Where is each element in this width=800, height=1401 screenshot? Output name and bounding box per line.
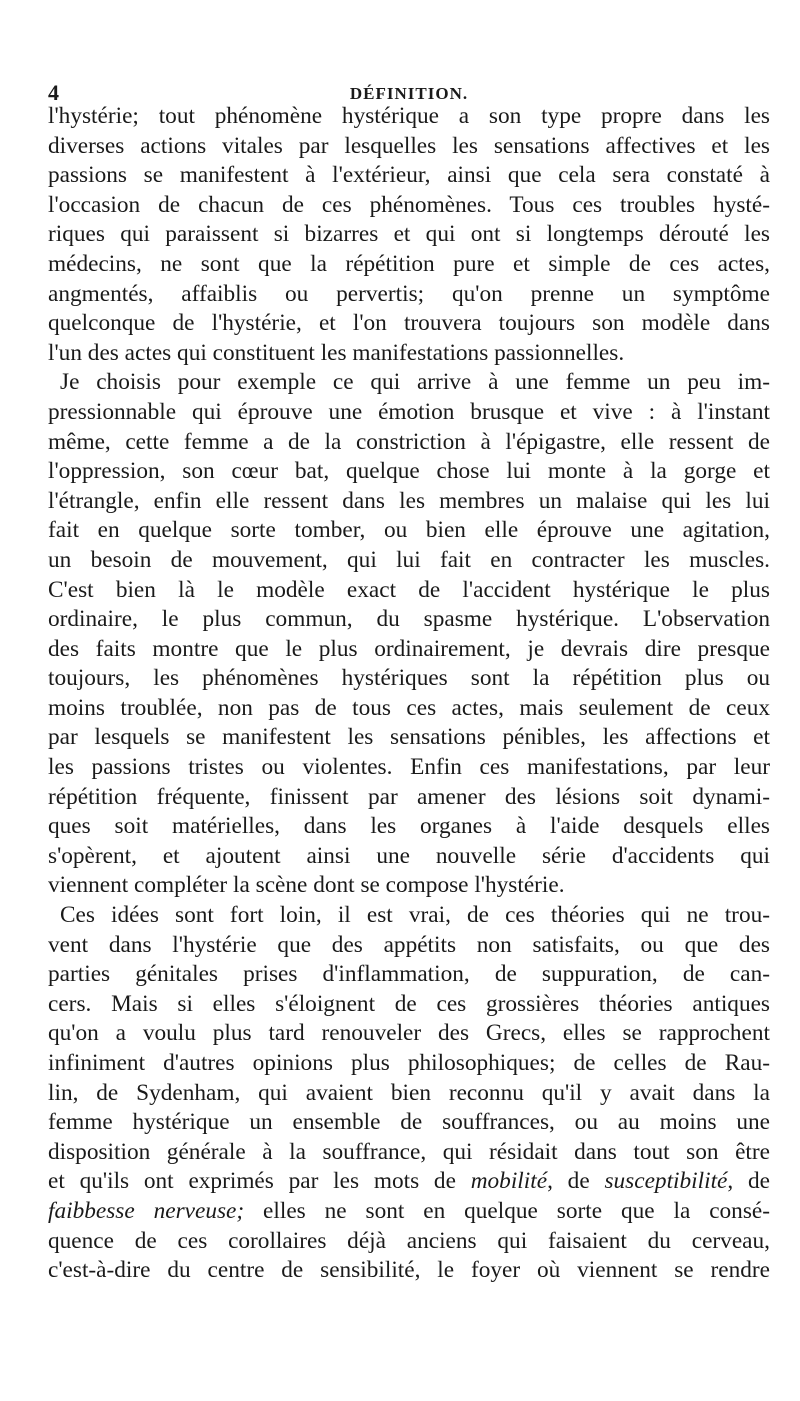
text-line: des faits montre que le plus ordinairement, je devrais dire presque	[48, 635, 770, 662]
text-line: toujours, les phénomènes hystériques sont la répétition plus ou	[48, 665, 770, 692]
text-line: l'hystérie; tout phénomène hystérique a son type propre dans les	[48, 103, 770, 129]
text-segment: elles ne sont en quelque sorte que la consé-	[244, 1197, 770, 1224]
italic-term-mobilite: mobilité	[470, 1168, 548, 1195]
page-number: 4	[48, 80, 59, 105]
page-header	[48, 80, 770, 104]
text-line: l'étrangle, enfin elle ressent dans les membres un malaise qui les lui	[48, 487, 770, 514]
text-line: médecins, ne sont que la répétition pure et simple de ces actes,	[48, 250, 770, 277]
body-text	[48, 102, 770, 1286]
text-line: quelconque de l'hystérie, et l'on trouvera toujours son modèle dans	[48, 310, 770, 337]
text-line: vent dans l'hystérie que des appétits non satisfaits, ou que des	[48, 931, 770, 958]
italic-term-faiblesse-nerveuse: faibbesse nerveuse;	[48, 1197, 245, 1224]
text-line: ordinaire, le plus commun, du spasme hystérique. L'observation	[48, 606, 770, 633]
text-line: même, cette femme a de la constriction à l'épigastre, elle ressent de	[48, 428, 770, 455]
text-line: l'oppression, son cœur bat, quelque chose lui monte à la gorge et	[48, 458, 770, 485]
text-line: femme hystérique un ensemble de souffrances, ou au moins une	[48, 1109, 770, 1136]
text-line: disposition générale à la souffrance, qui résidait dans tout son être	[48, 1138, 770, 1165]
text-line: un besoin de mouvement, qui lui fait en contracter les muscles.	[48, 546, 770, 573]
text-line: C'est bien là le modèle exact de l'accident hystérique le plus	[48, 576, 770, 603]
book-page	[48, 0, 770, 1401]
text-line: angmentés, affaiblis ou pervertis; qu'on prenne un symptôme	[48, 280, 770, 307]
text-line: riques qui paraissent si bizarres et qui ont si longtemps dérouté les	[48, 221, 770, 248]
text-line: les passions tristes ou violentes. Enfin ces manifestations, par leur	[48, 754, 770, 781]
text-line: fait en quelque sorte tomber, ou bien elle éprouve une agitation,	[48, 517, 770, 544]
text-line-with-italics	[48, 1197, 770, 1227]
running-head: DÉFINITION.	[349, 84, 469, 103]
text-line: lin, de Sydenham, qui avaient bien reconnu qu'il y avait dans la	[48, 1079, 770, 1106]
text-line: pressionnable qui éprouve une émotion brusque et vive : à l'instant	[48, 398, 770, 425]
text-line: moins troublée, non pas de tous ces actes, mais seulement de ceux	[48, 694, 770, 721]
text-segment: , de	[547, 1168, 605, 1195]
text-segment: , de	[727, 1168, 770, 1195]
text-line: c'est-à-dire du centre de sensibilité, le foyer où viennent se rendre	[48, 1257, 770, 1284]
text-line: par lesquels se manifestent les sensations pénibles, les affections et	[48, 724, 770, 751]
paragraph-start-line: Je choisis pour exemple ce qui arrive à une femme un peu im-	[60, 369, 770, 396]
text-line: s'opèrent, et ajoutent ainsi une nouvelle série d'accidents qui	[48, 842, 770, 869]
text-line: infiniment d'autres opinions plus philosophiques; de celles de Rau-	[48, 1050, 770, 1076]
text-line: qu'on a voulu plus tard renouveler des Grecs, elles se rapprochent	[48, 1020, 770, 1047]
text-segment: et qu'ils ont exprimés par les mots de	[48, 1168, 471, 1195]
text-line: répétition fréquente, finissent par amener des lésions soit dynami-	[48, 783, 770, 810]
text-line: parties génitales prises d'inflammation, de suppuration, de can-	[48, 961, 770, 988]
text-line: l'occasion de chacun de ces phénomènes. Tous ces troubles hysté-	[48, 191, 770, 218]
paragraph-start-line: Ces idées sont fort loin, il est vrai, de ces théories qui ne trou-	[60, 902, 770, 929]
text-line: passions se manifestent à l'extérieur, ainsi que cela sera constaté à	[48, 162, 770, 189]
italic-term-susceptibilite: susceptibilité	[604, 1168, 728, 1195]
text-line: diverses actions vitales par lesquelles les sensations affectives et les	[48, 132, 770, 159]
text-line: viennent compléter la scène dont se compose l'hystérie.	[48, 872, 565, 899]
text-line: ques soit matérielles, dans les organes à l'aide desquels elles	[48, 813, 770, 840]
text-line: quence de ces corollaires déjà anciens qui faisaient du cerveau,	[48, 1227, 770, 1254]
text-line: cers. Mais si elles s'éloignent de ces grossières théories antiques	[48, 990, 770, 1017]
text-line: l'un des actes qui constituent les manifestations passionnelles.	[48, 339, 625, 366]
text-line-with-italics	[48, 1167, 770, 1197]
